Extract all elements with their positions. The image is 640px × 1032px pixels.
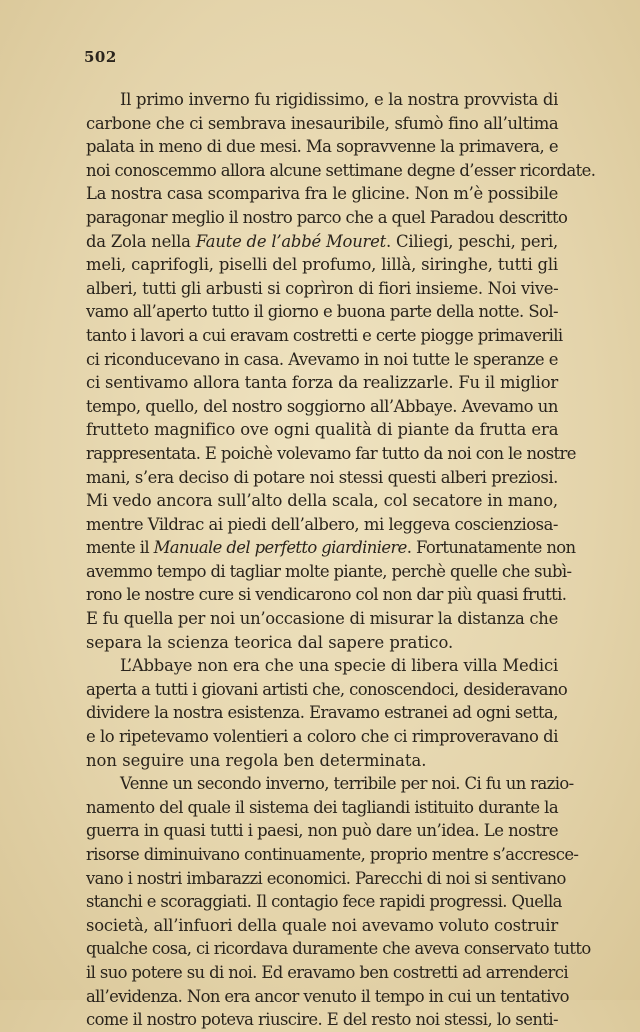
italic-title: Manuale del perfetto giardiniere: [153, 538, 407, 558]
text-line-segment: dividere la nostra esistenza. Eravamo estranei ad ogni setta,: [86, 703, 558, 723]
text-line-segment: L’Abbaye non era che una specie di libera villa Medici: [120, 656, 559, 676]
text-line-segment: separa la scienza teorica dal sapere pratico.: [86, 632, 454, 652]
text-line: [86, 112, 558, 136]
text-line: [86, 701, 558, 725]
text-line: [86, 583, 567, 607]
text-line-segment: il suo potere su di noi. Ed eravamo ben costretti ad arrenderci: [86, 962, 568, 982]
text-line: [86, 442, 576, 466]
text-line-segment: meli, caprifogli, piselli del profumo, lillà, siringhe, tutti gli: [86, 255, 558, 275]
text-line-segment: . Ciliegi, peschi, peri,: [386, 231, 558, 251]
text-line: [86, 961, 568, 985]
text-line: [86, 536, 576, 560]
text-line-segment: stanchi e scoraggiati. Il contagio fece rapidi progressi. Quella: [86, 892, 562, 912]
text-line: [86, 678, 568, 702]
text-line: [86, 395, 558, 419]
text-line: [86, 300, 558, 324]
text-line: [86, 772, 574, 796]
text-line-segment: come il nostro poteva riuscire. E del resto noi stessi, lo senti-: [86, 1010, 559, 1030]
text-line: [86, 985, 569, 1009]
text-line: [86, 749, 558, 773]
text-line-segment: . Fortunatamente non: [406, 538, 576, 558]
text-line-segment: Mi vedo ancora sull’alto della scala, col secatore in mano,: [86, 491, 558, 511]
text-line-segment: aperta a tutti i giovani artisti che, conoscendoci, desideravano: [86, 679, 568, 699]
text-line: [86, 418, 558, 442]
text-line: [86, 466, 558, 490]
text-line: [86, 230, 558, 254]
text-line-segment: namento del quale il sistema dei tagliandi istituito durante la: [86, 797, 559, 817]
text-line-segment: risorse diminuivano continuamente, proprio mentre s’accresce-: [86, 845, 579, 864]
page-number: 502: [84, 48, 117, 66]
text-line-segment: vano i nostri imbarazzi economici. Parecchi di noi si sentivano: [86, 868, 566, 888]
text-line: [86, 348, 558, 372]
text-line-segment: palata in meno di due mesi. Ma sopravvenne la primavera, e: [86, 137, 558, 157]
text-line: [86, 631, 558, 655]
text-line-segment: all’evidenza. Non era ancor venuto il tempo in cui un tentativo: [86, 986, 569, 1006]
text-line: [86, 796, 558, 820]
text-line: [86, 88, 558, 112]
text-line: [86, 560, 572, 584]
text-line-segment: non seguire una regola ben determinata.: [86, 750, 427, 770]
text-line-segment: vamo all’aperto tutto il giorno e buona parte della notte. Sol-: [86, 302, 558, 322]
text-line: [86, 253, 558, 277]
text-line: [86, 135, 558, 159]
text-line: [86, 914, 558, 938]
text-line: [86, 206, 568, 230]
italic-title: Faute de l’abbé Mouret: [195, 231, 387, 251]
text-line-segment: Il primo inverno fu rigidissimo, e la nostra provvista di: [120, 90, 559, 109]
text-line: [86, 937, 591, 961]
text-line: [86, 890, 562, 914]
text-line-segment: guerra in quasi tutti i paesi, non può dare un’idea. Le nostre: [86, 821, 559, 841]
text-line-segment: qualche cosa, ci ricordava duramente che aveva conservato tutto: [86, 939, 591, 959]
text-line-segment: paragonar meglio il nostro parco che a quel Paradou descritto: [86, 207, 568, 227]
text-line: [86, 607, 558, 631]
text-line-segment: tempo, quello, del nostro soggiorno all’Abbaye. Avevamo un: [86, 396, 558, 416]
text-line-segment: avemmo tempo di tagliar molte piante, perchè quelle che subì-: [86, 561, 572, 581]
text-line: [86, 182, 558, 206]
text-line-segment: mentre Vildrac ai piedi dell’albero, mi leggeva coscienziosa-: [86, 514, 558, 534]
text-line-segment: La nostra casa scompariva fra le glicine. Non m’è possibile: [86, 184, 559, 204]
text-line-segment: E fu quella per noi un’occasione di misurar la distanza che: [86, 609, 558, 629]
text-line: [86, 371, 558, 395]
text-line-segment: Venne un secondo inverno, terribile per noi. Ci fu un razio-: [120, 774, 574, 794]
text-line: [86, 1008, 558, 1032]
text-line-segment: frutteto magnifico ove ogni qualità di piante da frutta era: [86, 420, 559, 440]
text-line: [86, 867, 566, 891]
text-line-segment: alberi, tutti gli arbusti si coprìron di fiori insieme. Noi vive-: [86, 278, 559, 298]
text-line-segment: ci sentivamo allora tanta forza da realizzarle. Fu il miglior: [86, 373, 559, 393]
text-line: [86, 513, 558, 537]
text-line: [86, 159, 596, 183]
text-line-segment: e lo ripetevamo volentieri a coloro che ci rimproveravano di: [86, 727, 558, 747]
text-line: [86, 277, 558, 301]
text-line: [86, 843, 579, 867]
text-line-segment: tanto i lavori a cui eravam costretti e certe piogge primaverili: [86, 325, 563, 345]
text-line: [86, 489, 558, 513]
text-line: [86, 819, 558, 843]
text-line: [86, 324, 563, 348]
text-line: [86, 654, 558, 678]
body-text: [86, 88, 596, 1032]
text-line-segment: mani, s’era deciso di potare noi stessi questi alberi preziosi.: [86, 467, 558, 487]
text-line: [86, 725, 558, 749]
text-line-segment: carbone che ci sembrava inesauribile, sfumò fino all’ultima: [86, 113, 559, 133]
text-line-segment: da Zola nella: [86, 231, 196, 251]
text-line-segment: rono le nostre cure si vendicarono col non dar più quasi frutti.: [86, 585, 567, 605]
text-line-segment: mente il: [86, 538, 154, 558]
text-line-segment: società, all’infuori della quale noi avevamo voluto costruir: [86, 915, 558, 935]
text-line-segment: noi conoscemmo allora alcune settimane degne d’esser ricordate.: [86, 160, 596, 180]
text-line-segment: ci riconducevano in casa. Avevamo in noi tutte le speranze e: [86, 349, 558, 369]
text-line-segment: rappresentata. E poichè volevamo far tutto da noi con le nostre: [86, 443, 576, 463]
